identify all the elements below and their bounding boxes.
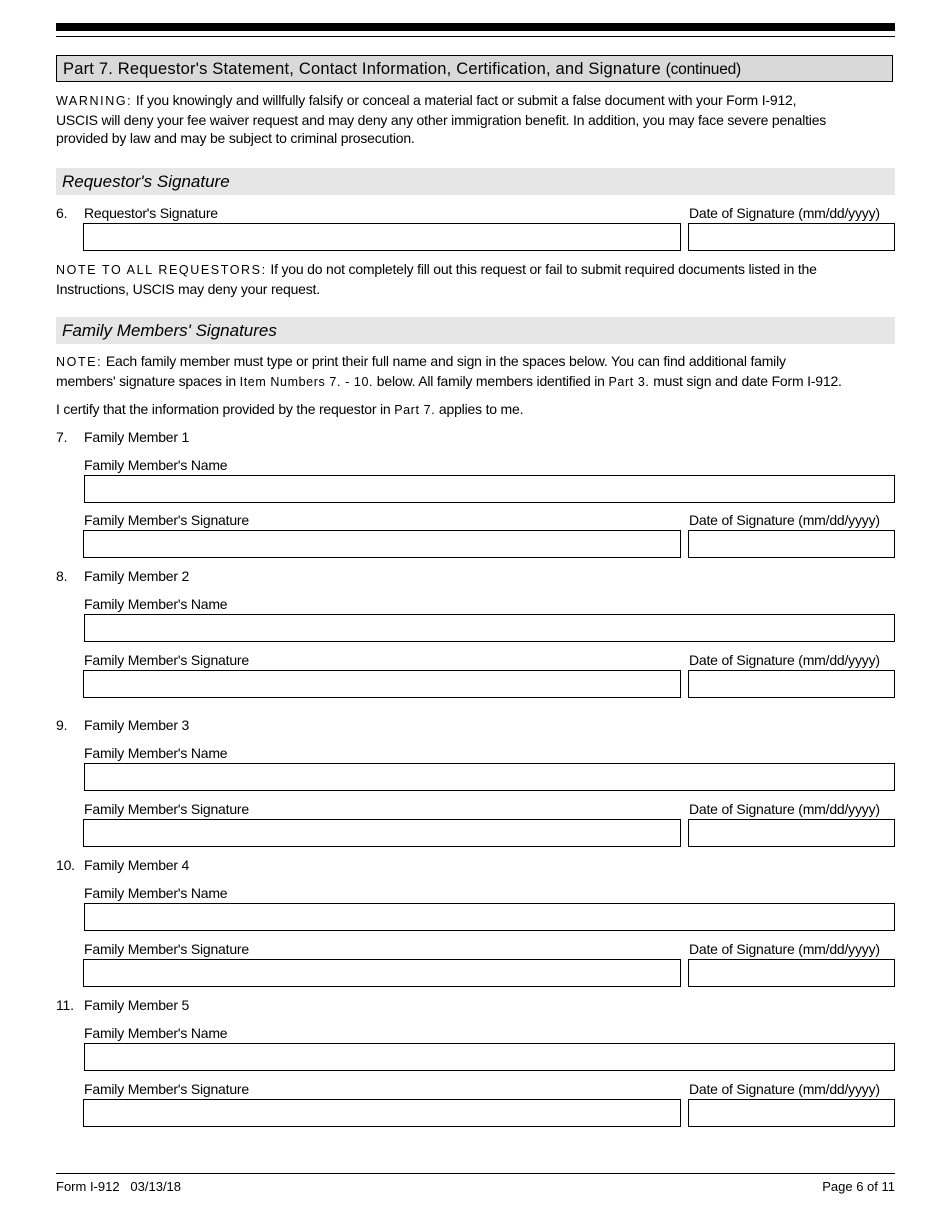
- family-member-title: Family Member 3: [84, 717, 190, 733]
- family-member-signature-field[interactable]: [83, 530, 681, 558]
- family-member-date-field[interactable]: [688, 670, 895, 698]
- certify-text-b: applies to me.: [435, 401, 524, 417]
- warning-label: WARNING:: [56, 94, 133, 108]
- item-number-6: 6.: [56, 205, 68, 221]
- section-requestor-signature: Requestor's Signature: [56, 168, 895, 195]
- certify-statement: [56, 400, 896, 420]
- family-member-date-field[interactable]: [688, 1099, 895, 1127]
- item-number: 7.: [56, 429, 68, 445]
- requestor-signature-field[interactable]: [83, 223, 681, 251]
- item-number: 9.: [56, 717, 68, 733]
- date-label: Date of Signature (mm/dd/yyyy): [689, 801, 880, 817]
- warning-text-3: provided by law and may be subject to criminal prosecution.: [56, 130, 415, 146]
- family-member-signature-field[interactable]: [83, 819, 681, 847]
- footer-page-number: Page 6 of 11: [822, 1179, 895, 1194]
- note-all-requestors: [56, 260, 896, 298]
- date-label: Date of Signature (mm/dd/yyyy): [689, 1081, 880, 1097]
- part-title-suffix: (continued): [665, 61, 742, 78]
- top-rule-thin: [56, 36, 895, 37]
- warning-text-2: USCIS will deny your fee waiver request and may deny any other immigration benefit. In addition, you may face severe penalties: [56, 111, 827, 128]
- family-member-date-field[interactable]: [688, 530, 895, 558]
- family-member-title: Family Member 1: [84, 429, 190, 445]
- family-note-text-2b: below. All family members identified in: [373, 372, 609, 389]
- item-number: 10.: [56, 857, 75, 873]
- family-member-name-field[interactable]: [84, 903, 895, 931]
- signature-label: Family Member's Signature: [84, 1081, 249, 1097]
- signature-label: Family Member's Signature: [84, 652, 249, 668]
- name-label: Family Member's Name: [84, 457, 228, 473]
- name-label: Family Member's Name: [84, 596, 228, 612]
- footer-rule: [56, 1173, 895, 1174]
- date-label: Date of Signature (mm/dd/yyyy): [689, 652, 880, 668]
- family-note-label: NOTE:: [56, 355, 103, 369]
- family-member-title: Family Member 5: [84, 997, 190, 1013]
- part-7-ref: Part 7.: [394, 403, 436, 417]
- family-member-signature-field[interactable]: [83, 1099, 681, 1127]
- item-number: 8.: [56, 568, 68, 584]
- part-title: Part 7. Requestor's Statement, Contact Information, Certification, and Signature: [63, 60, 661, 78]
- part-header: [56, 55, 893, 82]
- section-family-signatures: Family Members' Signatures: [56, 317, 895, 344]
- family-member-name-field[interactable]: [84, 763, 895, 791]
- footer-form-id: Form I-912 03/13/18: [56, 1179, 182, 1194]
- requestor-signature-label: Requestor's Signature: [84, 205, 218, 221]
- family-member-title: Family Member 2: [84, 568, 190, 584]
- family-note-text-2a: members' signature spaces in: [56, 372, 240, 389]
- family-note: [56, 352, 896, 391]
- warning-text-1: If you knowingly and willfully falsify or conceal a material fact or submit a false document with your Form I-912,: [132, 92, 797, 108]
- note-all-label: NOTE TO ALL REQUESTORS:: [56, 263, 267, 277]
- name-label: Family Member's Name: [84, 885, 228, 901]
- part-3-ref: Part 3.: [608, 374, 650, 389]
- signature-label: Family Member's Signature: [84, 801, 249, 817]
- certify-text-a: I certify that the information provided by the requestor in: [56, 401, 395, 417]
- requestor-date-field[interactable]: [688, 223, 895, 251]
- item-numbers-ref: Item Numbers 7. - 10.: [239, 374, 374, 389]
- signature-label: Family Member's Signature: [84, 941, 249, 957]
- family-member-date-field[interactable]: [688, 819, 895, 847]
- item-number: 11.: [56, 997, 74, 1013]
- family-member-signature-field[interactable]: [83, 959, 681, 987]
- family-member-title: Family Member 4: [84, 857, 190, 873]
- note-all-text-2: Instructions, USCIS may deny your request.: [56, 280, 320, 297]
- family-member-name-field[interactable]: [84, 1043, 895, 1071]
- family-member-name-field[interactable]: [84, 614, 895, 642]
- family-member-signature-field[interactable]: [83, 670, 681, 698]
- top-rule-thick: [56, 23, 895, 31]
- requestor-date-label: Date of Signature (mm/dd/yyyy): [689, 205, 880, 221]
- warning-block: [56, 91, 896, 148]
- date-label: Date of Signature (mm/dd/yyyy): [689, 512, 880, 528]
- name-label: Family Member's Name: [84, 1025, 228, 1041]
- family-note-text-1: Each family member must type or print their full name and sign in the spaces below. You can find additional family: [102, 353, 786, 369]
- date-label: Date of Signature (mm/dd/yyyy): [689, 941, 880, 957]
- family-note-text-2c: must sign and date Form I-912.: [649, 372, 842, 389]
- name-label: Family Member's Name: [84, 745, 228, 761]
- signature-label: Family Member's Signature: [84, 512, 249, 528]
- family-member-date-field[interactable]: [688, 959, 895, 987]
- family-member-name-field[interactable]: [84, 475, 895, 503]
- note-all-text-1: If you do not completely fill out this request or fail to submit required documents listed in the: [266, 261, 817, 277]
